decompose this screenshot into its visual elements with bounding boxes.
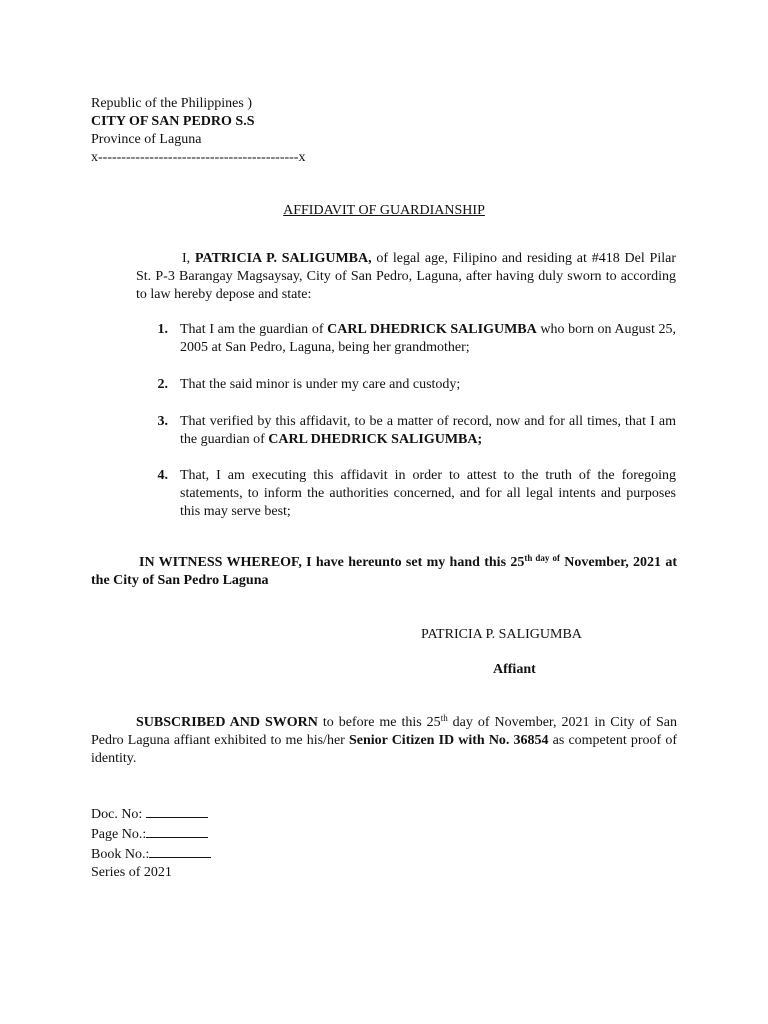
intro-text: of legal age, Filipino and residing at #418 Del Pilar St. P-3 Barangay Magsaysay, City of San Pedro, Laguna, after having duly sworn to according to law hereby depose and state:: [136, 251, 676, 302]
jurat-ordinal: th: [440, 713, 448, 723]
ward-name: CARL DHEDRICK SALIGUMBA;: [268, 432, 483, 447]
affiant-label: Affiant: [493, 662, 536, 677]
page-no-entry: [91, 824, 211, 844]
jurat-text: day of November, 2021 in City of San Pedro Laguna affiant exhibited to me his/her: [91, 715, 678, 748]
item-text: That the said minor is under my care and custody;: [180, 377, 461, 392]
id-reference: Senior Citizen ID with No. 36854: [348, 733, 549, 748]
venue-province: Province of Laguna: [91, 132, 202, 147]
series-entry: Series of 2021: [91, 865, 172, 880]
affiant-name-inline: PATRICIA P. SALIGUMBA,: [194, 251, 372, 266]
book-no-blank: [149, 844, 211, 858]
page-no-blank: [146, 824, 208, 838]
jurat-heading: SUBSCRIBED AND SWORN: [136, 715, 318, 730]
venue-country: Republic of the Philippines ): [91, 96, 252, 111]
document-title: AFFIDAVIT OF GUARDIANSHIP: [283, 203, 485, 218]
jurat-text: as competent proof of identity.: [91, 733, 677, 766]
item-number: 3.: [157, 414, 168, 429]
intro-lead: I,: [182, 251, 195, 266]
venue-separator: x-------------------------------------------x: [91, 150, 306, 165]
witness-text: IN WITNESS WHEREOF, I have hereunto set my hand this 25: [139, 555, 525, 570]
jurat-paragraph: [91, 714, 677, 768]
intro-paragraph: [136, 250, 676, 304]
item-number: 4.: [157, 468, 168, 483]
page-no-label: Page No.:: [91, 827, 147, 842]
list-item: [180, 376, 676, 394]
venue-block: [91, 95, 305, 167]
item-number: 2.: [157, 377, 168, 392]
doc-no-label: Doc. No:: [91, 807, 143, 822]
item-text: That, I am executing this affidavit in order to attest to the truth of the foregoing statements, to inform the authorities concerned, and for all legal intents and purposes this may serve best;: [180, 468, 676, 519]
notarial-register: [91, 804, 211, 882]
book-no-entry: [91, 844, 211, 864]
book-no-label: Book No.:: [91, 847, 150, 862]
item-text: That I am the guardian of: [180, 322, 328, 337]
list-item: [180, 467, 676, 521]
item-text: That verified by this affidavit, to be a matter of record, now and for all times, that I am the guardian of: [180, 414, 676, 447]
list-item: [180, 413, 676, 449]
list-item: [180, 321, 676, 357]
doc-no-blank: [146, 804, 208, 818]
item-number: 1.: [157, 322, 168, 337]
ward-name: CARL DHEDRICK SALIGUMBA: [327, 322, 537, 337]
affiant-signature-name: PATRICIA P. SALIGUMBA: [421, 627, 582, 642]
witness-ordinal: th day of: [524, 553, 560, 563]
item-text: who born on August 25, 2005 at San Pedro, Laguna, being her grandmother;: [180, 322, 676, 355]
jurat-text: to before me this 25: [317, 715, 441, 730]
doc-no-entry: [91, 804, 211, 824]
witness-clause: [91, 554, 677, 590]
venue-city: CITY OF SAN PEDRO S.S: [91, 114, 255, 129]
witness-text: November, 2021 at the City of San Pedro Laguna: [91, 555, 677, 588]
